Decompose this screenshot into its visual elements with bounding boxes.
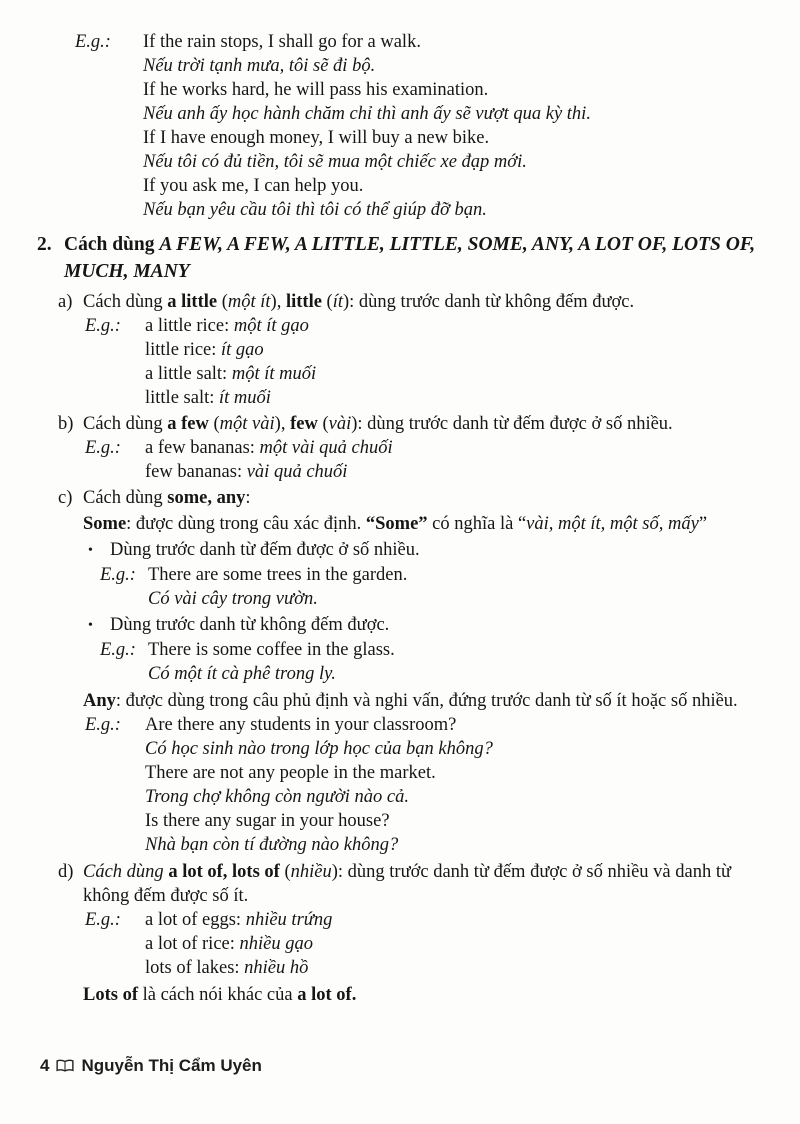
example-sentence-vi: Nếu tôi có đủ tiền, tôi sẽ mua một chiếc xe đạp mới.	[143, 152, 527, 172]
example-sentence-en: If he works hard, he will pass his examination.	[143, 80, 489, 100]
example-sentence-en: If you ask me, I can help you.	[143, 176, 364, 196]
item-b-intro	[58, 412, 763, 436]
example-sentence-vi: Nếu anh ấy học hành chăm chỉ thì anh ấy sẽ vượt qua kỳ thi.	[143, 104, 591, 124]
eg-label: E.g.:	[85, 715, 121, 735]
bullet-examples-block	[100, 638, 763, 686]
example-sentence-vi: Nhà bạn còn tí đường nào không?	[145, 835, 399, 855]
bullet-point	[88, 613, 763, 638]
example-sentence-vi: Nếu bạn yêu cầu tôi thì tôi có thể giúp đỡ bạn.	[143, 200, 487, 220]
example-sentence-vi: Trong chợ không còn người nào cả.	[145, 787, 409, 807]
item-b-examples-block	[85, 436, 763, 484]
bullet-point	[88, 538, 763, 563]
example-lines	[145, 908, 763, 980]
eg-label: E.g.:	[75, 32, 111, 52]
eg-label: E.g.:	[100, 565, 136, 585]
item-d-examples-block	[85, 908, 763, 980]
example-lines	[145, 713, 763, 857]
item-b-marker: b)	[58, 414, 74, 434]
page-number: 4	[40, 1056, 50, 1075]
item-a-marker: a)	[58, 292, 73, 312]
example-sentence-vi: Có vài cây trong vườn.	[148, 589, 318, 609]
item-a-examples-block	[85, 314, 763, 410]
bullet-text: Dùng trước danh từ không đếm được.	[110, 615, 390, 635]
item-c-marker: c)	[58, 488, 73, 508]
example-lines	[143, 30, 763, 222]
example-line: a lot of eggs: nhiều trứng	[145, 910, 333, 930]
item-b-text: Cách dùng a few (một vài), few (vài): dùng trước danh từ đếm được ở số nhiều.	[83, 414, 673, 434]
eg-label: E.g.:	[85, 438, 121, 458]
item-d-marker: d)	[58, 862, 74, 882]
eg-label: E.g.:	[100, 640, 136, 660]
lots-of-note: Lots of là cách nói khác của a lot of.	[83, 985, 357, 1005]
item-c-intro	[58, 486, 763, 510]
example-line: lots of lakes: nhiều hồ	[145, 958, 309, 978]
item-a-intro	[58, 290, 763, 314]
page-footer	[40, 1054, 262, 1078]
example-line: a little salt: một ít muối	[145, 364, 317, 384]
section-title: Cách dùng A FEW, A FEW, A LITTLE, LITTLE, SOME, ANY, A LOT OF, LOTS OF, MUCH, MANY	[64, 234, 756, 282]
example-sentence-en: There are some trees in the garden.	[148, 565, 408, 585]
example-sentence-en: Is there any sugar in your house?	[145, 811, 390, 831]
example-sentence-en: Are there any students in your classroom?	[145, 715, 457, 735]
example-sentence-vi: Có học sinh nào trong lớp học của bạn không?	[145, 739, 493, 759]
bullet-icon: •	[88, 543, 93, 558]
section-number: 2.	[37, 234, 52, 255]
example-lines	[148, 638, 763, 686]
section-heading	[37, 231, 763, 285]
example-lines	[145, 436, 763, 484]
open-book-icon	[56, 1059, 74, 1073]
bullet-text: Dùng trước danh từ đếm được ở số nhiều.	[110, 540, 420, 560]
example-line: little salt: ít muối	[145, 388, 271, 408]
item-c-text: Cách dùng some, any:	[83, 488, 251, 508]
example-sentence-en: If I have enough money, I will buy a new bike.	[143, 128, 490, 148]
example-line: a lot of rice: nhiều gạo	[145, 934, 313, 954]
example-line: little rice: ít gạo	[145, 340, 264, 360]
some-definition: Some: được dùng trong câu xác định. “Some” có nghĩa là “vài, một ít, một số, mấy”	[83, 514, 708, 534]
eg-label: E.g.:	[85, 316, 121, 336]
example-sentence-en: There are not any people in the market.	[145, 763, 436, 783]
example-line: a few bananas: một vài quả chuối	[145, 438, 393, 458]
example-lines	[148, 563, 763, 611]
item-d-text: Cách dùng a lot of, lots of (nhiều): dùng trước danh từ đếm được ở số nhiều và danh từ không đếm được số ít.	[83, 862, 732, 906]
item-a-text: Cách dùng a little (một ít), little (ít): dùng trước danh từ không đếm được.	[83, 292, 635, 312]
bullet-icon: •	[88, 618, 93, 633]
conditional-examples-block	[75, 30, 763, 222]
example-line: a little rice: một ít gạo	[145, 316, 309, 336]
example-sentence-en: There is some coffee in the glass.	[148, 640, 395, 660]
example-sentence-vi: Nếu trời tạnh mưa, tôi sẽ đi bộ.	[143, 56, 376, 76]
any-examples-block	[85, 713, 763, 857]
bullet-examples-block	[100, 563, 763, 611]
example-line: few bananas: vài quả chuối	[145, 462, 348, 482]
author-name: Nguyễn Thị Cẩm Uyên	[81, 1056, 262, 1075]
any-definition: Any: được dùng trong câu phủ định và nghi vấn, đứng trước danh từ số ít hoặc số nhiều.	[83, 691, 738, 711]
example-sentence-en: If the rain stops, I shall go for a walk.	[143, 32, 421, 52]
example-sentence-vi: Có một ít cà phê trong ly.	[148, 664, 336, 684]
example-lines	[145, 314, 763, 410]
item-d-intro	[58, 860, 763, 908]
eg-label: E.g.:	[85, 910, 121, 930]
